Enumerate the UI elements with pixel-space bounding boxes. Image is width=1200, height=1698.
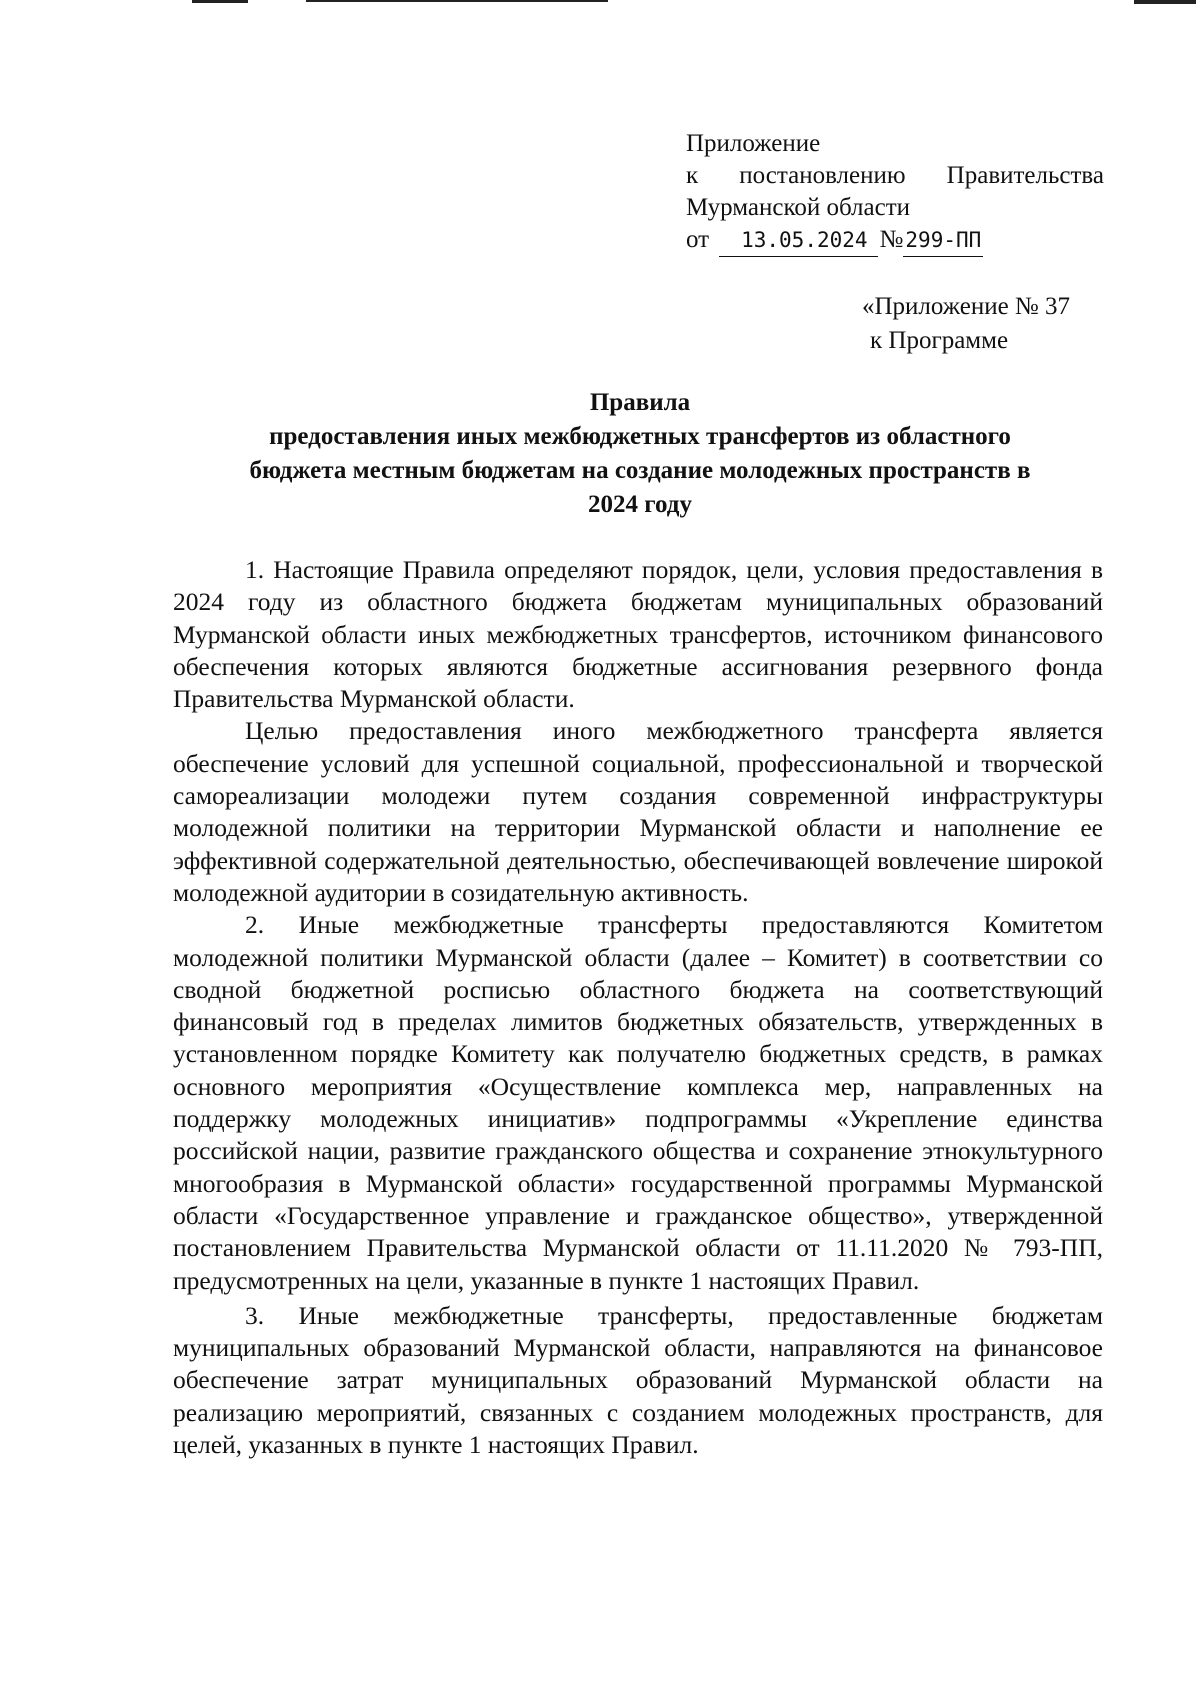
title-line-2: предоставления иных межбюджетных трансфертов из областного <box>269 423 1011 450</box>
scan-artifact-top-center <box>306 0 608 2</box>
scan-artifact-top-left <box>192 0 248 3</box>
document-number: 299-ПП <box>903 224 983 257</box>
approval-line-3: Мурманской области <box>686 194 911 221</box>
approval-date-line <box>686 224 1104 257</box>
document-date: 13.05.2024 <box>719 224 877 257</box>
paragraph-2: 2. Иные межбюджетные трансферты предоставляются Комитетом молодежной политики Мурманской области (далее – Комитет) в соответствии со сводной бюджетной росписью областного бюджета на соответствующий финансовый год в пределах лимитов бюджетных обязательств, утвержденных в установленном порядке Комитету как получателю бюджетных средств, в рамках основного мероприятия «Осуществление комплекса мер, направленных на поддержку молодежных инициатив» подпрограммы «Укрепление единства российской нации, развитие гражданского общества и сохранение этнокультурного многообразия в Мурманской области» государственной программы Мурманской области «Государственное управление и гражданское общество», утвержденной постановлением Правительства Мурманской области от 11.11.2020 № 793-ПП, предусмотренных на цели, указанные в пункте 1 настоящих Правил. <box>173 910 1103 1295</box>
scan-artifact-top-right <box>1134 0 1196 4</box>
approval-stamp-block <box>686 128 1104 257</box>
approval-line-2-word-1: к <box>686 162 699 189</box>
annex-line-1: «Приложение № 37 <box>862 293 1071 320</box>
paragraph-3: 3. Иные межбюджетные трансферты, предоставленные бюджетам муниципальных образований Мурманской области, направляются на финансовое обеспечение затрат муниципальных образований Мурманской области на реализацию мероприятий, связанных с созданием молодежных пространств, для целей, указанных в пункте 1 настоящих Правил. <box>173 1300 1103 1460</box>
approval-line-2-word-2: постановлению <box>739 162 906 189</box>
paragraph-1: 1. Настоящие Правила определяют порядок, цели, условия предоставления в 2024 году из областного бюджета бюджетам муниципальных образований Мурманской области иных межбюджетных трансфертов, источником финансового обеспечения которых являются бюджетные ассигнования резервного фонда Правительства Мурманской области. <box>173 555 1103 714</box>
number-sign: № <box>879 226 904 253</box>
annex-line-2: к Программе <box>870 327 1009 354</box>
document-title <box>175 386 1105 522</box>
date-prefix: от <box>686 226 710 253</box>
approval-line-2-word-3: Правительства <box>946 162 1104 189</box>
paragraph-1-goal: Целью предоставления иного межбюджетного трансферта является обеспечение условий для успешной социальной, профессиональной и творческой самореализации молодежи путем создания современной инфраструктуры молодежной политики на территории Мурманской области и наполнение ее эффективной содержательной деятельностью, обеспечивающей вовлечение широкой молодежной аудитории в созидательную активность. <box>173 716 1103 907</box>
annex-reference <box>862 290 1070 358</box>
approval-line-2 <box>686 160 1104 192</box>
approval-line-1: Приложение <box>686 130 821 157</box>
title-line-4: 2024 году <box>588 491 692 518</box>
document-body <box>173 554 1103 1461</box>
title-line-1: Правила <box>589 389 691 416</box>
title-line-3: бюджета местным бюджетам на создание молодежных пространств в <box>249 457 1031 484</box>
